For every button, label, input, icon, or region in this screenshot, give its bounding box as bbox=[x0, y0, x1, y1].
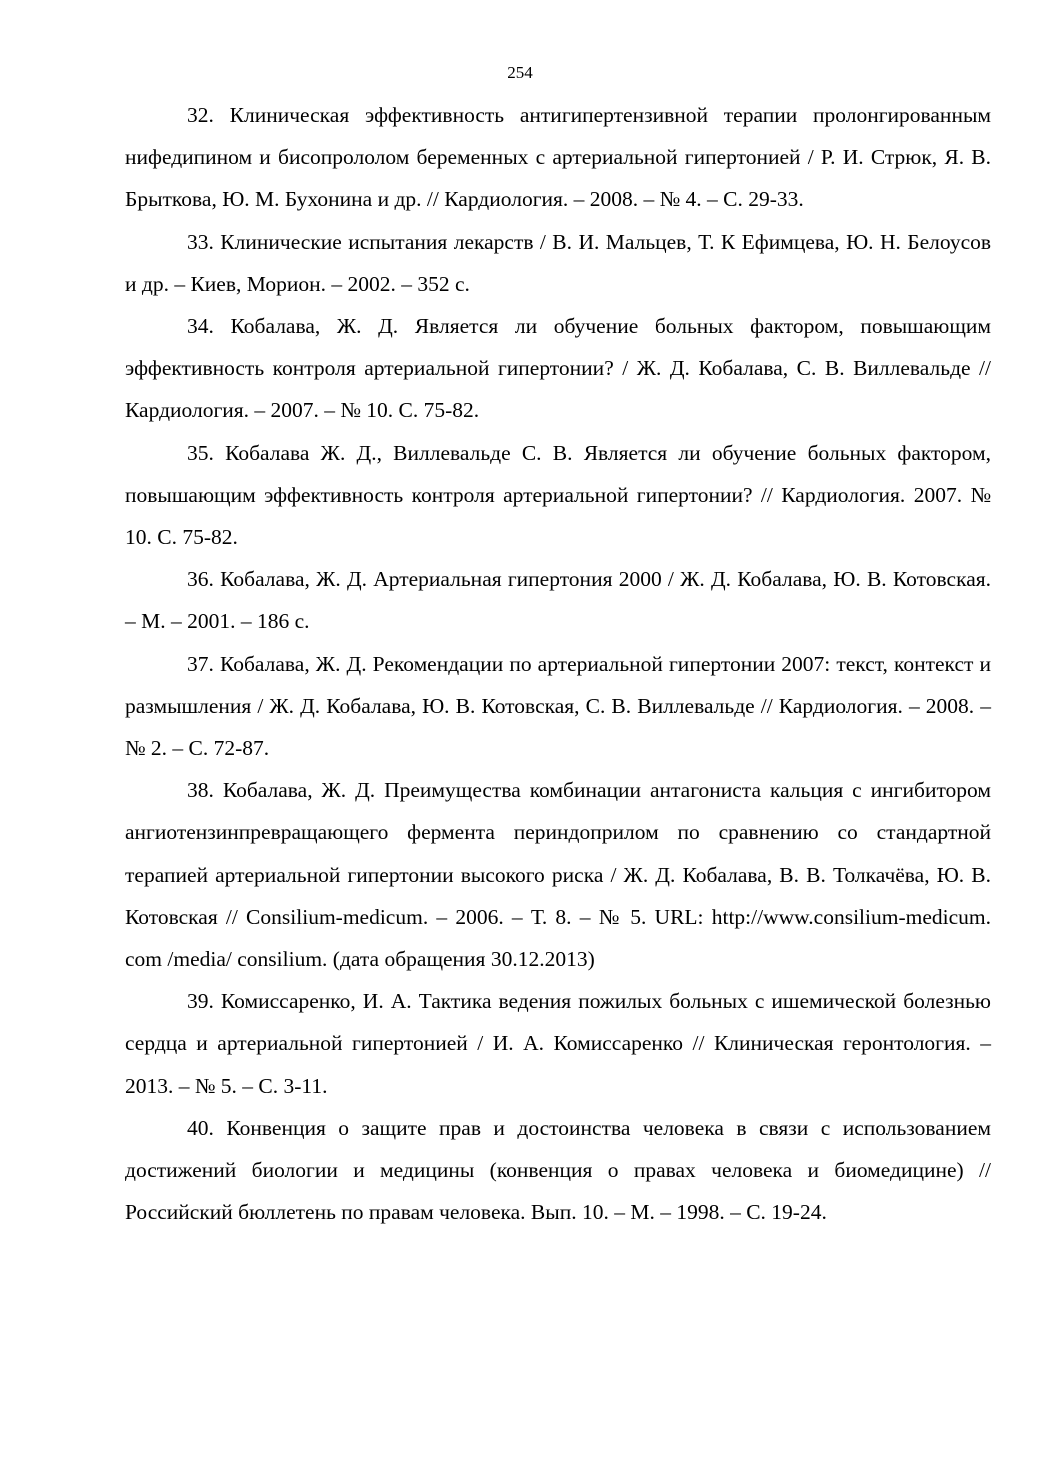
reference-text: Кобалава, Ж. Д. Преимущества комбинации антагониста кальция с ингибитором ангиотензинпревращающего фермента периндоприлом по сравнению со стандартной терапией артериальной гипертонии высокого риска / Ж. Д. Кобалава, В. В. Толкачёва, Ю. В. Котовская // Consilium-medicum. – 2006. – Т. 8. – № 5. URL: http://www.consilium-medicum. com /media/ consilium. (дата обращения 30.12.2013) bbox=[125, 778, 992, 972]
reference-number: 40. bbox=[187, 1115, 214, 1140]
reference-item bbox=[125, 94, 991, 221]
reference-text: Кобалава Ж. Д., Виллевальде С. В. Является ли обучение больных фактором, повышающим эффективность контроля артериальной гипертонии? // Кардиология. 2007. № 10. С. 75-82. bbox=[125, 440, 991, 550]
reference-text: Конвенция о защите прав и достоинства человека в связи с использованием достижений биологии и медицины (конвенция о правах человека и биомедицине) // Российский бюллетень по правам человека. Вып. 10. – М. – 1998. – С. 19-24. bbox=[125, 1115, 991, 1225]
reference-text: Кобалава, Ж. Д. Артериальная гипертония 2000 / Ж. Д. Кобалава, Ю. В. Котовская. – М. – 2001. – 186 с. bbox=[125, 567, 991, 634]
reference-item bbox=[125, 980, 991, 1107]
reference-number: 34. bbox=[187, 314, 214, 339]
reference-number: 35. bbox=[187, 440, 214, 465]
reference-number: 39. bbox=[187, 989, 214, 1014]
reference-item bbox=[125, 221, 991, 305]
reference-text: Клиническая эффективность антигипертензивной терапии пролонгированным нифедипином и бисопрололом беременных с артериальной гипертонией / Р. И. Стрюк, Я. В. Брыткова, Ю. М. Бухонина и др. // Кардиология. – 2008. – № 4. – С. 29-33. bbox=[125, 103, 991, 212]
reference-text: Кобалава, Ж. Д. Является ли обучение больных фактором, повышающим эффективность контроля артериальной гипертонии? / Ж. Д. Кобалава, С. В. Виллевальде // Кардиология. – 2007. – № 10. С. 75-82. bbox=[125, 314, 992, 423]
reference-item bbox=[125, 1107, 991, 1234]
reference-item bbox=[125, 432, 991, 559]
reference-item bbox=[125, 769, 991, 980]
page-number: 254 bbox=[507, 63, 533, 82]
reference-text: Клинические испытания лекарств / В. И. Мальцев, Т. К Ефимцева, Ю. Н. Белоусов и др. – Киев, Морион. – 2002. – 352 с. bbox=[125, 229, 992, 296]
reference-number: 32. bbox=[187, 103, 214, 127]
reference-item bbox=[125, 558, 991, 642]
reference-text: Комиссаренко, И. А. Тактика ведения пожилых больных с ишемической болезнью сердца и артериальной гипертонией / И. А. Комиссаренко // Клиническая геронтология. – 2013. – № 5. – С. 3-11. bbox=[125, 989, 991, 1098]
reference-number: 38. bbox=[187, 778, 214, 803]
reference-number: 33. bbox=[187, 229, 214, 254]
reference-list bbox=[125, 94, 991, 1233]
reference-number: 36. bbox=[187, 567, 214, 592]
reference-number: 37. bbox=[187, 651, 214, 676]
reference-item bbox=[125, 305, 991, 432]
reference-text: Кобалава, Ж. Д. Рекомендации по артериальной гипертонии 2007: текст, контекст и размышления / Ж. Д. Кобалава, Ю. В. Котовская, С. В. Виллевальде // Кардиология. – 2008. – № 2. – С. 72-87. bbox=[125, 651, 991, 761]
reference-item bbox=[125, 643, 991, 770]
